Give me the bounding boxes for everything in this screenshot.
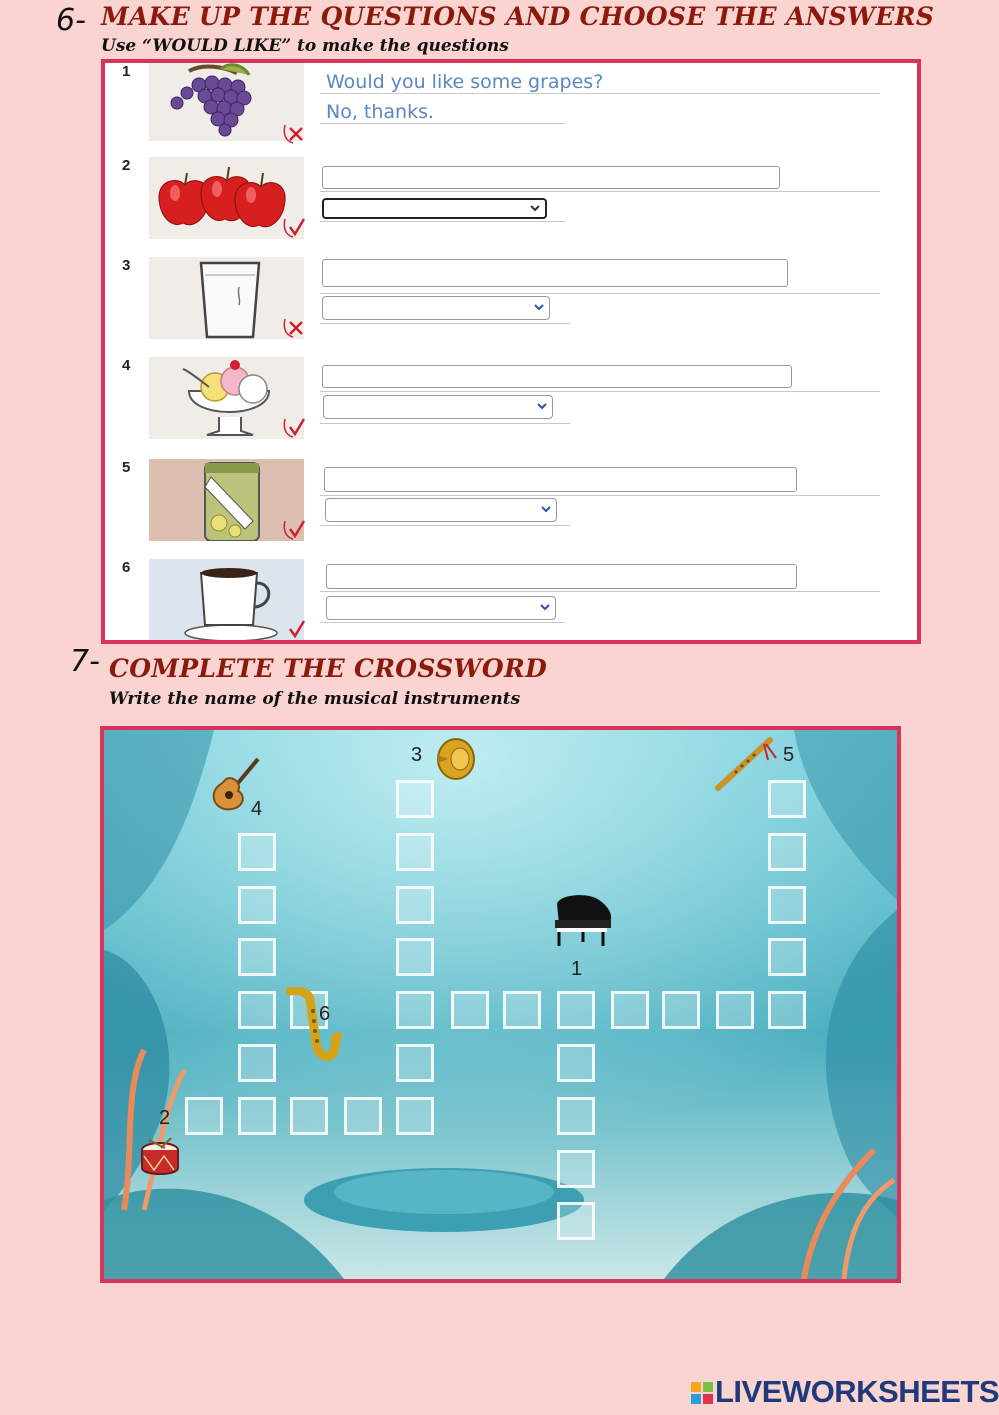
question-input-3[interactable]: [322, 259, 788, 287]
answer-select-6[interactable]: [326, 596, 556, 620]
question-input-4[interactable]: [322, 365, 792, 388]
crossword-cell-6-across[interactable]: [716, 991, 754, 1029]
clue-number-3: 3: [411, 744, 423, 766]
crossword-cell-2-across[interactable]: [396, 1097, 434, 1135]
cross-mark-icon: [281, 313, 307, 339]
clue-number-4: 4: [251, 798, 263, 820]
crossword-cell-4-down[interactable]: [238, 938, 276, 976]
drum-icon: [139, 1138, 181, 1178]
crossword-cell-1-down[interactable]: [557, 1044, 595, 1082]
crossword-cell-1-down[interactable]: [557, 1202, 595, 1240]
crossword-cell-6-across[interactable]: [662, 991, 700, 1029]
answer-line: [320, 293, 880, 294]
question-row-2: [105, 157, 917, 257]
crossword-cell-5-down[interactable]: [768, 886, 806, 924]
question-number: 1: [122, 63, 131, 80]
answer-line: [320, 591, 880, 592]
question-input-5[interactable]: [324, 467, 797, 492]
crossword-cell-6-across[interactable]: [451, 991, 489, 1029]
crossword-cell-4-down[interactable]: [238, 1044, 276, 1082]
section-7-subtitle: Write the name of the musical instruments: [109, 689, 521, 709]
saxophone-icon: [286, 987, 344, 1071]
clue-number-2: 2: [159, 1107, 171, 1129]
crossword-cell-5-down[interactable]: [768, 833, 806, 871]
crossword-cell-2-across[interactable]: [344, 1097, 382, 1135]
crossword-cell-4-down[interactable]: [238, 991, 276, 1029]
question-row-1: [105, 63, 917, 163]
answer-line: [320, 221, 565, 222]
crossword-cell-2-across[interactable]: [238, 1097, 276, 1135]
question-input-2[interactable]: [322, 166, 780, 189]
crossword-cell-1-down[interactable]: [557, 1150, 595, 1188]
liveworksheets-logo-icon: [691, 1382, 713, 1404]
crossword-cell-3-down[interactable]: [396, 1044, 434, 1082]
section-7-title: COMPLETE THE CROSSWORD: [109, 654, 548, 683]
crossword-panel: [100, 726, 901, 1283]
answer-select-5[interactable]: [325, 498, 557, 522]
example-question-text: Would you like some grapes?: [326, 71, 604, 93]
exercise-6-panel: [101, 59, 921, 644]
question-number: 4: [122, 357, 131, 374]
crossword-cell-4-down[interactable]: [238, 833, 276, 871]
tick-mark-icon: [281, 413, 307, 439]
clue-number-6: 6: [319, 1003, 331, 1025]
answer-line: [320, 191, 880, 192]
answer-line: [320, 525, 570, 526]
crossword-cell-3-down[interactable]: [396, 833, 434, 871]
answer-line: [320, 391, 880, 392]
question-input-6[interactable]: [326, 564, 797, 589]
question-number: 3: [122, 257, 131, 274]
chevron-down-icon: [540, 601, 550, 613]
question-number: 2: [122, 157, 131, 174]
answer-line: [320, 622, 565, 623]
question-row-4: [105, 357, 917, 457]
cross-mark-icon: [281, 119, 307, 145]
answer-line: [320, 323, 570, 324]
crossword-cell-6-across[interactable]: [611, 991, 649, 1029]
answer-line: [320, 495, 880, 496]
answer-line: [320, 93, 880, 94]
chevron-down-icon: [530, 202, 540, 214]
piano-icon: [549, 890, 617, 950]
chevron-down-icon: [541, 503, 551, 515]
crossword-cell-1-down[interactable]: [557, 1097, 595, 1135]
answer-select-2[interactable]: [322, 198, 547, 219]
cymbal-icon: [434, 737, 478, 781]
crossword-cell-3-down[interactable]: [396, 886, 434, 924]
section-6-number: 6-: [56, 3, 86, 38]
crossword-cell-3-down[interactable]: [396, 780, 434, 818]
answer-select-3[interactable]: [322, 296, 550, 320]
crossword-cell-3-down[interactable]: [396, 938, 434, 976]
crossword-cell-6-across[interactable]: [557, 991, 595, 1029]
answer-line: [320, 123, 565, 124]
liveworksheets-logo: [691, 1374, 999, 1410]
question-number: 5: [122, 459, 131, 476]
tick-mark-icon: [281, 213, 307, 239]
crossword-cell-6-across[interactable]: [768, 991, 806, 1029]
tick-mark-icon: [281, 615, 307, 641]
flute-icon: [714, 736, 778, 796]
question-number: 6: [122, 559, 131, 576]
crossword-cell-2-across[interactable]: [185, 1097, 223, 1135]
example-answer-text: No, thanks.: [326, 101, 435, 123]
section-7-number: 7-: [70, 644, 100, 679]
tick-mark-icon: [281, 515, 307, 541]
question-row-5: [105, 459, 917, 559]
chevron-down-icon: [537, 400, 547, 412]
crossword-cell-5-down[interactable]: [768, 938, 806, 976]
question-row-3: [105, 257, 917, 357]
clue-number-5: 5: [783, 744, 795, 766]
answer-line: [320, 423, 570, 424]
section-6-subtitle: Use “WOULD LIKE” to make the questions: [101, 36, 509, 56]
clue-number-1: 1: [571, 958, 583, 980]
liveworksheets-logo-text: LIVEWORKSHEETS: [715, 1374, 999, 1409]
question-row-6: [105, 559, 917, 644]
crossword-cell-2-across[interactable]: [290, 1097, 328, 1135]
crossword-cell-3-down[interactable]: [396, 991, 434, 1029]
crossword-cell-6-across[interactable]: [503, 991, 541, 1029]
chevron-down-icon: [534, 301, 544, 313]
section-6-title: MAKE UP THE QUESTIONS AND CHOOSE THE ANSWERS: [101, 2, 935, 31]
crossword-cell-4-down[interactable]: [238, 886, 276, 924]
guitar-icon: [212, 757, 264, 813]
answer-select-4[interactable]: [323, 395, 553, 419]
